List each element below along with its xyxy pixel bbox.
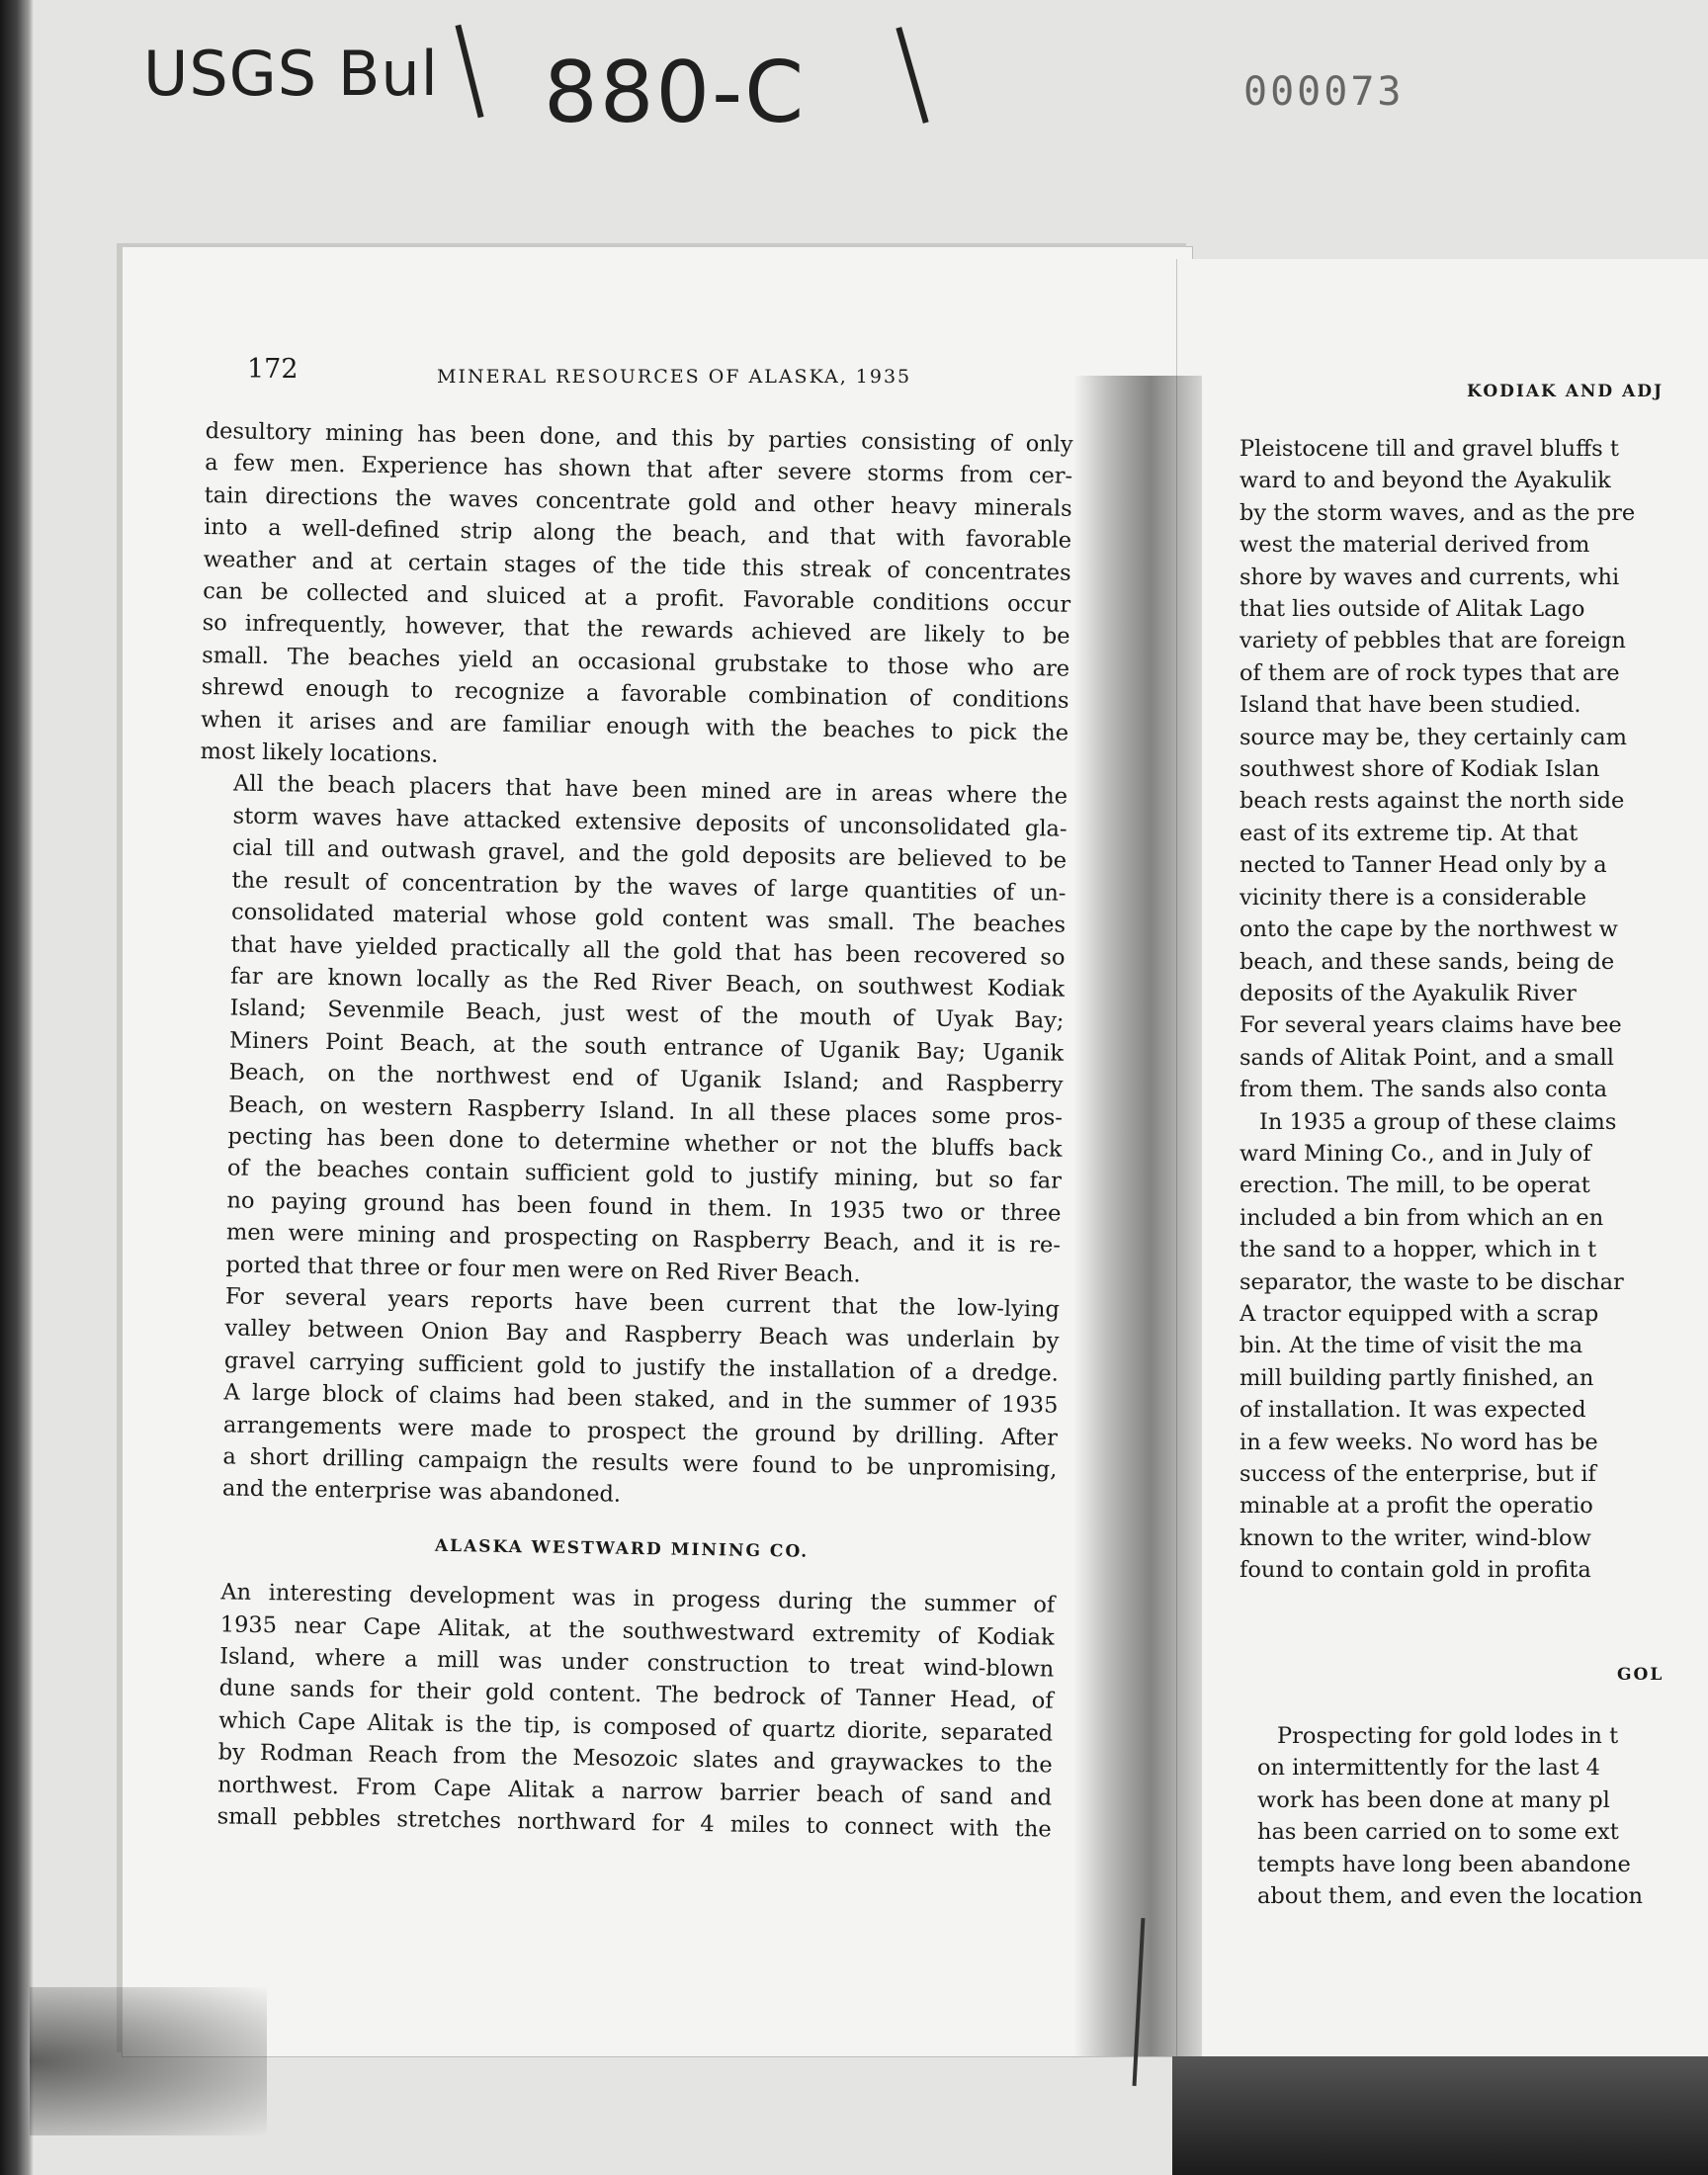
text-line: by Rodman Reach from the Mesozoic slates and graywackes to the [217,1739,1053,1779]
text-line: valley between Onion Bay and Raspberry Beach was underlain by [224,1315,1060,1355]
text-line: shrewd enough to recognize a favorable combination of conditions [201,674,1069,715]
text-line: Prospecting for gold lodes in t [1277,1723,1619,1749]
section-heading: ALASKA WESTWARD MINING CO. [434,1535,810,1562]
text-line: In 1935 a group of these claims [1259,1108,1617,1135]
page-number: 172 [247,354,299,385]
text-line: bin. At the time of visit the ma [1239,1333,1583,1359]
text-line: on intermittently for the last 4 [1257,1755,1600,1782]
text-line: deposits of the Ayakulik River [1239,980,1577,1006]
text-line: tain directions the waves concentrate gold and other heavy minerals [204,481,1072,522]
running-title: MINERAL RESOURCES OF ALASKA, 1935 [437,366,912,388]
text-line: far are known locally as the Red River Beach, on southwest Kodiak [229,963,1066,1002]
right-page-subheading: GOL [1617,1665,1665,1685]
text-line: storm waves have attacked extensive deposits of unconsolidated gla- [232,803,1068,842]
right-page-text-lower [1257,1720,1708,1912]
text-line: erection. The mill, to be operat [1239,1173,1590,1199]
text-line: vicinity there is a considerable [1239,884,1587,911]
text-line: west the material derived from [1239,532,1590,559]
text-line: of the beaches contain sufficient gold to justify mining, but so far [226,1155,1063,1195]
paragraph-4 [183,1576,1055,1846]
text-line: small. The beaches yield an occasional grubstake to those who are [201,642,1070,682]
text-line: A large block of claims had been staked, and in the summer of 1935 [223,1379,1059,1419]
text-line: Beach, on the northwest end of Uganik Island; and Raspberry [228,1059,1064,1098]
paragraph-1 [200,415,1072,781]
handwritten-series-label: USGS Bul [143,38,439,110]
text-line: 1935 near Cape Alitak, at the southwestward extremity of Kodiak [219,1611,1055,1651]
text-line: a short drilling campaign the results were found to be unpromising, [222,1443,1058,1483]
text-line: ward to and beyond the Ayakulik [1239,468,1611,494]
text-line: small pebbles stretches northward for 4 miles to connect with the [216,1803,1052,1843]
paragraph-3 [189,1280,1060,1519]
text-line: All the beach placers that have been mined are in areas where the [232,770,1068,811]
text-line: by the storm waves, and as the pre [1239,499,1636,526]
text-line: success of the enterprise, but if [1239,1461,1596,1487]
text-line: when it arises and are familiar enough with the beaches to pick the [200,706,1069,746]
text-line: pecting has been done to determine whether or not the bluffs back [227,1123,1063,1163]
text-line: A tractor equipped with a scrap [1239,1300,1599,1327]
text-line: dune sands for their gold content. The bedrock of Tanner Head, of [218,1675,1054,1715]
text-line: arrangements were made to prospect the ground by drilling. After [222,1412,1059,1451]
text-line: known to the writer, wind-blow [1239,1524,1591,1551]
text-line: Miners Point Beach, at the south entrance of Uganik Bay; Uganik [228,1027,1065,1067]
text-line: so infrequently, however, that the rewards achieved are likely to be [202,610,1070,651]
right-page-text [1239,433,1708,1587]
text-line: work has been done at many pl [1257,1786,1610,1813]
text-line: variety of pebbles that are foreign [1239,628,1626,654]
text-line: the sand to a hopper, which in t [1239,1237,1597,1263]
text-line: and the enterprise was abandoned. [221,1475,622,1509]
text-line: Beach, on western Raspberry Island. In all these places some pros- [227,1090,1064,1131]
document-stamp-number: 000073 [1243,69,1405,115]
text-line: northwest. From Cape Alitak a narrow barrier beach of sand and [217,1772,1053,1811]
text-line: can be collected and sluiced at a profit. Favorable conditions occur [202,578,1071,618]
text-line: that have yielded practically all the gold that has been recovered so [230,930,1066,971]
handwritten-stroke [455,25,483,119]
scan-bottom-shadow [1172,2056,1708,2175]
text-line: ward Mining Co., and in July of [1239,1140,1591,1167]
text-line: For several years claims have bee [1239,1012,1622,1039]
handwritten-bulletin-number: 880-C [544,44,807,142]
text-line: For several years reports have been current that the low-lying [224,1283,1061,1323]
text-line: which Cape Alitak is the tip, is composed of quartz diorite, separated [218,1707,1054,1747]
text-line: has been carried on to some ext [1257,1819,1619,1846]
handwritten-stroke [896,27,928,124]
text-line: sands of Alitak Point, and a small [1239,1044,1614,1071]
text-line: that lies outside of Alitak Lago [1239,596,1585,623]
text-line: cial till and outwash gravel, and the gold deposits are believed to be [231,834,1068,875]
text-line: from them. The sands also conta [1239,1077,1608,1103]
text-line: source may be, they certainly cam [1239,724,1627,750]
scan-left-edge-shadow [0,0,34,2175]
text-line: tempts have long been abandone [1257,1851,1631,1877]
text-line: onto the cape by the northwest w [1239,916,1618,943]
text-line: shore by waves and currents, whi [1239,564,1620,590]
text-line: about them, and even the location [1257,1883,1644,1910]
text-line: in a few weeks. No word has be [1239,1429,1598,1455]
text-line: no paying ground has been found in them. In 1935 two or three [226,1187,1062,1227]
text-line: An interesting development was in progess during the summer of [220,1579,1056,1618]
text-line: found to contain gold in profita [1239,1557,1591,1584]
left-page-header [247,354,1068,393]
text-line: minable at a profit the operatio [1239,1493,1593,1520]
text-line: into a well-defined strip along the beach, and that with favorable [204,514,1072,554]
text-line: gravel carrying sufficient gold to justify the installation of a dredge. [223,1348,1060,1387]
text-line: desultory mining has been done, and this by parties consisting of only [205,417,1073,458]
text-line: the result of concentration by the waves of large quantities of un- [231,867,1067,907]
text-line: mill building partly finished, an [1239,1364,1594,1391]
text-line: most likely locations. [200,739,439,768]
text-line: Island, where a mill was under construction to treat wind-blown [219,1643,1055,1683]
text-line: of them are of rock types that are [1239,659,1620,686]
paragraph-2 [192,767,1068,1293]
text-line: beach rests against the north side [1239,788,1625,815]
text-line: men were mining and prospecting on Raspberry Beach, and it is re- [225,1219,1062,1259]
right-page-running-title: KODIAK AND ADJ [1467,382,1665,401]
text-line: consolidated material whose gold content was small. The beaches [230,899,1067,938]
text-line: nected to Tanner Head only by a [1239,852,1607,879]
left-page-text [183,415,1072,1846]
text-line: southwest shore of Kodiak Islan [1239,756,1600,783]
text-line: separator, the waste to be dischar [1239,1268,1624,1295]
text-line: east of its extreme tip. At that [1239,820,1579,846]
text-line: Island; Sevenmile Beach, just west of the mouth of Uyak Bay; [229,995,1065,1035]
text-line: of installation. It was expected [1239,1397,1586,1424]
text-line: beach, and these sands, being de [1239,948,1615,975]
text-line: weather and at certain stages of the tide this streak of concentrates [203,546,1071,586]
page-gutter-shadow [1073,376,1202,2056]
text-line: a few men. Experience has shown that after severe storms from cer- [205,450,1073,490]
scan-corner-smudge [30,1987,267,2135]
text-line: Pleistocene till and gravel bluffs t [1239,436,1619,462]
text-line: ported that three or four men were on Red River Beach. [225,1251,861,1288]
text-line: included a bin from which an en [1239,1204,1604,1231]
text-line: Island that have been studied. [1239,692,1581,719]
